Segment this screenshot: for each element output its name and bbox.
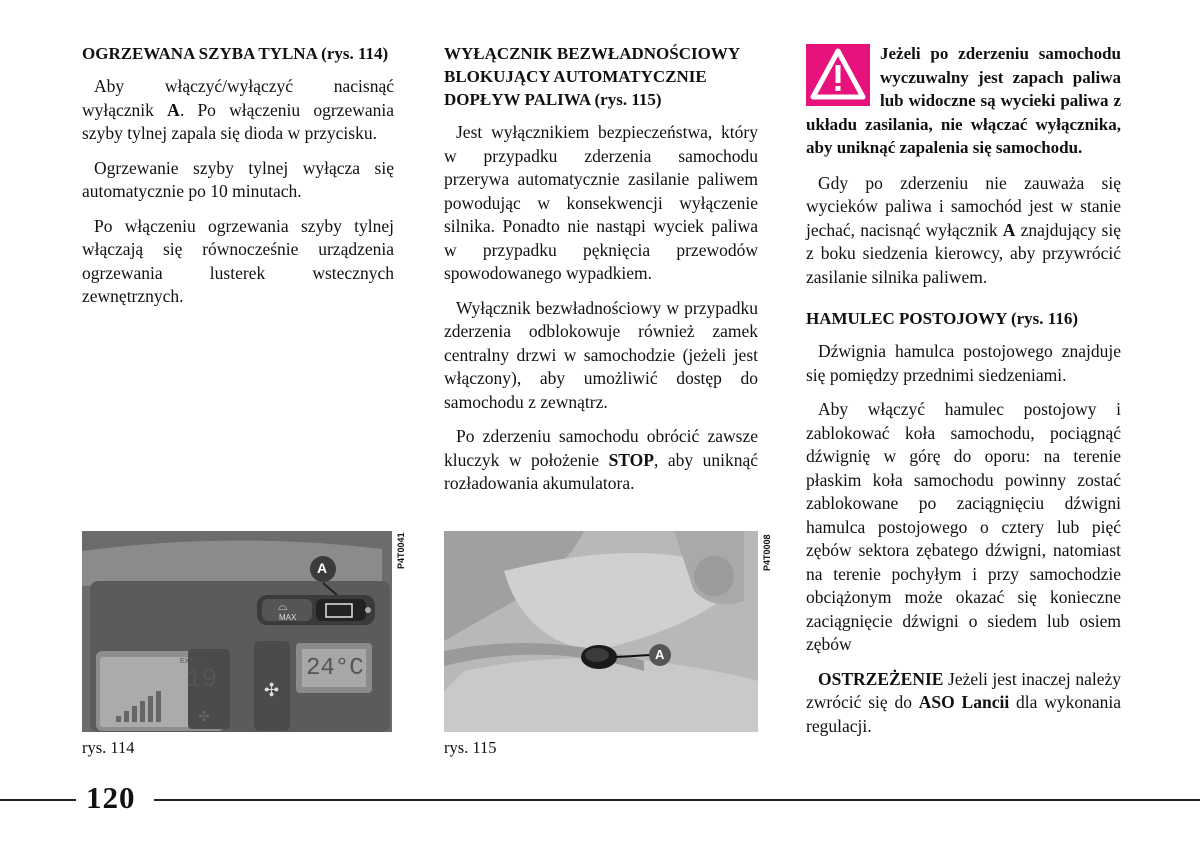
caption-rys-115: rys. 115 xyxy=(444,738,497,757)
rear-defrost-icon: ⌓ xyxy=(278,599,288,613)
fig114-ext-value: 19 xyxy=(186,664,218,694)
climate-panel-illustration xyxy=(82,531,392,732)
paragraph: Gdy po zderzeniu nie zauważa się wycieków paliwa i samochód jest w stanie jechać, nacisnąć wyłącznik A znajdujący się z boku siedzenia kierowcy, aby przywrócić zasilanie silnika paliwem. xyxy=(806,172,1122,287)
paragraph: Po zderzeniu samochodu obrócić zawsze kluczyk w położenie STOP, aby uniknąć rozładowania akumulatora. xyxy=(444,426,758,493)
paragraph: Jest wyłącznikiem bezpieczeństwa, który w przypadku zderzenia samochodu przerywa automatycznie zasilanie paliwem powodując w konsekwencji wyłączenie silnika. Ponadto nie nastąpi wyciek paliwa w przypadku pęknięcia przewodów spowodowanego wypadkiem. xyxy=(444,122,758,283)
paragraph: Dźwignia hamulca postojowego znajduje się pomiędzy przednimi siedzeniami. xyxy=(806,341,1121,385)
paragraph: Aby włączyć hamulec postojowy i zablokować koła samochodu, pociągnąć dźwignię w górę do oporu: na terenie płaskim koła samochodu powinny zostać zablokowane po zaciągnięciu dźwigni hamulca postojowego o cztery lub pięć zębów sektora zębatego dźwigni, natomiast na terenie pochyłym i przy samochodzie obciążonym może okazać się konieczne zaciągnięcie dźwigni o siedem lub osiem zębów xyxy=(806,399,1121,654)
footer-rule-right xyxy=(154,799,1200,801)
fig115-code: P4T0008 xyxy=(762,534,772,571)
column-parking-brake xyxy=(806,42,1121,749)
heading-inertia-switch: WYŁĄCZNIK BEZWŁADNOŚCIOWY BLOKUJĄCY AUTOMATYCZNIE DOPŁYW PALIWA (rys. 115) xyxy=(444,44,740,109)
caption-rys-114: rys. 114 xyxy=(82,738,135,757)
heading-rear-window-heating: OGRZEWANA SZYBA TYLNA (rys. 114) xyxy=(82,44,389,63)
fig114-ext-label: EXT °C xyxy=(180,658,204,665)
figure-114-climate-panel xyxy=(82,531,406,732)
seat-side-illustration xyxy=(444,531,758,732)
column-rear-window-heating xyxy=(82,42,394,320)
paragraph: OSTRZEŻENIE Jeżeli jest inaczej należy zwrócić się do ASO Lancii dla wykonania regulacji. xyxy=(806,668,1121,736)
fig114-label-a: A xyxy=(317,560,328,576)
fan-icon: ✣ xyxy=(264,680,280,700)
fan-icon: ✣ xyxy=(198,710,210,725)
fig114-code: P4T0041 xyxy=(396,532,406,569)
warning-triangle-icon xyxy=(806,44,870,106)
fig114-temp-display: 24°C xyxy=(306,655,364,682)
figure-115-inertia-switch xyxy=(444,531,772,732)
heading-parking-brake: HAMULEC POSTOJOWY (rys. 116) xyxy=(806,309,1079,328)
fig114-max-label: MAX xyxy=(279,613,297,622)
paragraph: Aby włączyć/wyłączyć nacisnąć wyłącznik A. Po włączeniu ogrzewania szyby tylnej zapala się dioda w przycisku. xyxy=(82,76,394,143)
fig115-label-a: A xyxy=(655,647,665,662)
footer-rule-left xyxy=(0,799,76,801)
paragraph: Ogrzewanie szyby tylnej wyłącza się automatycznie po 10 minutach. xyxy=(82,157,394,201)
column-inertia-switch xyxy=(444,42,758,507)
paragraph: Wyłącznik bezwładnościowy w przypadku zderzenia odblokowuje również zamek centralny drzwi w samochodzie (jeżeli jest włączony), aby umożliwić dostęp do samochodu z zewnątrz. xyxy=(444,297,758,412)
warning-box xyxy=(806,42,1121,160)
warning-text: Jeżeli po zderzeniu samochodu wyczuwalny jest zapach paliwa lub widoczne są wycieki paliwa z układu zasilania, nie włączać wyłącznika, aby uniknąć zapalenia się samochodu. xyxy=(806,44,1121,157)
paragraph: Po włączeniu ogrzewania szyby tylnej włączają się równocześnie urządzenia ogrzewania lusterek wstecznych zewnętrznych. xyxy=(82,215,394,306)
page-number: 120 xyxy=(86,780,136,815)
